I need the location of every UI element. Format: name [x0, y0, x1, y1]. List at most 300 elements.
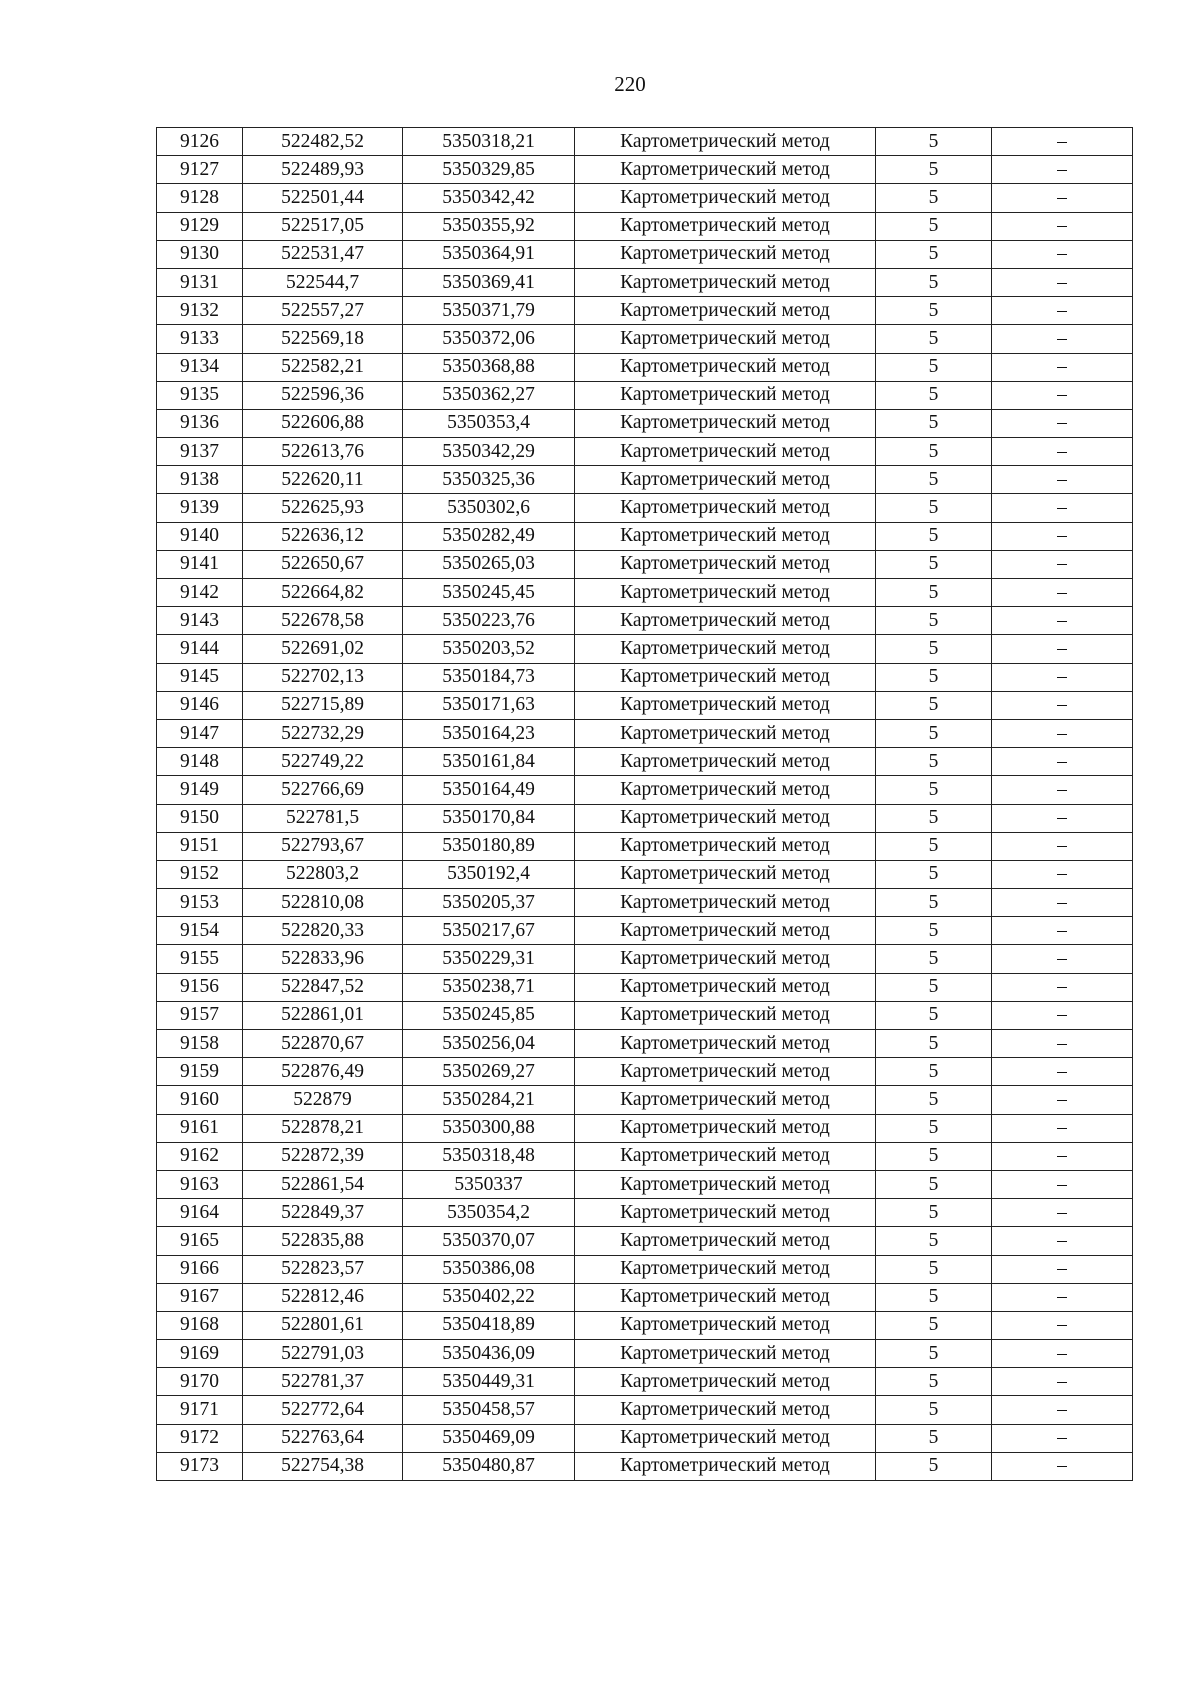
method-cell: Картометрический метод	[575, 1424, 876, 1452]
point-number-cell: 9138	[157, 466, 243, 494]
table-row	[157, 945, 1133, 973]
point-number-cell: 9151	[157, 832, 243, 860]
point-number-cell: 9172	[157, 1424, 243, 1452]
point-number-cell: 9133	[157, 325, 243, 353]
x-coordinate-cell: 522517,05	[243, 212, 403, 240]
description-cell: –	[992, 1114, 1133, 1142]
table-row	[157, 409, 1133, 437]
x-coordinate-cell: 522606,88	[243, 409, 403, 437]
accuracy-cell: 5	[876, 1170, 992, 1198]
x-coordinate-cell: 522772,64	[243, 1396, 403, 1424]
point-number-cell: 9131	[157, 268, 243, 296]
x-coordinate-cell: 522781,37	[243, 1368, 403, 1396]
y-coordinate-cell: 5350329,85	[403, 156, 575, 184]
point-number-cell: 9127	[157, 156, 243, 184]
accuracy-cell: 5	[876, 776, 992, 804]
point-number-cell: 9147	[157, 719, 243, 747]
table-row	[157, 889, 1133, 917]
description-cell: –	[992, 438, 1133, 466]
point-number-cell: 9142	[157, 579, 243, 607]
point-number-cell: 9143	[157, 607, 243, 635]
method-cell: Картометрический метод	[575, 1086, 876, 1114]
description-cell: –	[992, 776, 1133, 804]
y-coordinate-cell: 5350300,88	[403, 1114, 575, 1142]
point-number-cell: 9156	[157, 973, 243, 1001]
y-coordinate-cell: 5350353,4	[403, 409, 575, 437]
accuracy-cell: 5	[876, 550, 992, 578]
x-coordinate-cell: 522861,01	[243, 1001, 403, 1029]
x-coordinate-cell: 522636,12	[243, 522, 403, 550]
y-coordinate-cell: 5350370,07	[403, 1227, 575, 1255]
point-number-cell: 9149	[157, 776, 243, 804]
table-body	[157, 128, 1133, 1481]
point-number-cell: 9170	[157, 1368, 243, 1396]
accuracy-cell: 5	[876, 860, 992, 888]
x-coordinate-cell: 522870,67	[243, 1030, 403, 1058]
y-coordinate-cell: 5350354,2	[403, 1199, 575, 1227]
method-cell: Картометрический метод	[575, 663, 876, 691]
accuracy-cell: 5	[876, 1001, 992, 1029]
page-number: 220	[614, 72, 646, 96]
accuracy-cell: 5	[876, 1255, 992, 1283]
method-cell: Картометрический метод	[575, 1114, 876, 1142]
description-cell: –	[992, 1255, 1133, 1283]
method-cell: Картометрический метод	[575, 212, 876, 240]
table-row	[157, 156, 1133, 184]
point-number-cell: 9162	[157, 1142, 243, 1170]
point-number-cell: 9129	[157, 212, 243, 240]
table-row	[157, 128, 1133, 156]
x-coordinate-cell: 522793,67	[243, 832, 403, 860]
point-number-cell: 9158	[157, 1030, 243, 1058]
y-coordinate-cell: 5350325,36	[403, 466, 575, 494]
y-coordinate-cell: 5350368,88	[403, 353, 575, 381]
point-number-cell: 9130	[157, 240, 243, 268]
y-coordinate-cell: 5350164,23	[403, 719, 575, 747]
method-cell: Картометрический метод	[575, 945, 876, 973]
table-row	[157, 1114, 1133, 1142]
accuracy-cell: 5	[876, 1396, 992, 1424]
x-coordinate-cell: 522823,57	[243, 1255, 403, 1283]
y-coordinate-cell: 5350229,31	[403, 945, 575, 973]
accuracy-cell: 5	[876, 1311, 992, 1339]
accuracy-cell: 5	[876, 381, 992, 409]
y-coordinate-cell: 5350265,03	[403, 550, 575, 578]
y-coordinate-cell: 5350170,84	[403, 804, 575, 832]
point-number-cell: 9161	[157, 1114, 243, 1142]
x-coordinate-cell: 522582,21	[243, 353, 403, 381]
description-cell: –	[992, 409, 1133, 437]
y-coordinate-cell: 5350418,89	[403, 1311, 575, 1339]
accuracy-cell: 5	[876, 325, 992, 353]
x-coordinate-cell: 522803,2	[243, 860, 403, 888]
x-coordinate-cell: 522715,89	[243, 691, 403, 719]
method-cell: Картометрический метод	[575, 804, 876, 832]
y-coordinate-cell: 5350386,08	[403, 1255, 575, 1283]
accuracy-cell: 5	[876, 917, 992, 945]
method-cell: Картометрический метод	[575, 889, 876, 917]
x-coordinate-cell: 522596,36	[243, 381, 403, 409]
y-coordinate-cell: 5350192,4	[403, 860, 575, 888]
method-cell: Картометрический метод	[575, 184, 876, 212]
accuracy-cell: 5	[876, 748, 992, 776]
y-coordinate-cell: 5350284,21	[403, 1086, 575, 1114]
method-cell: Картометрический метод	[575, 325, 876, 353]
table-row	[157, 1086, 1133, 1114]
accuracy-cell: 5	[876, 128, 992, 156]
y-coordinate-cell: 5350282,49	[403, 522, 575, 550]
method-cell: Картометрический метод	[575, 1142, 876, 1170]
point-number-cell: 9144	[157, 635, 243, 663]
description-cell: –	[992, 1001, 1133, 1029]
table-row	[157, 1424, 1133, 1452]
x-coordinate-cell: 522833,96	[243, 945, 403, 973]
method-cell: Картометрический метод	[575, 1255, 876, 1283]
table-row	[157, 353, 1133, 381]
y-coordinate-cell: 5350369,41	[403, 268, 575, 296]
y-coordinate-cell: 5350362,27	[403, 381, 575, 409]
x-coordinate-cell: 522835,88	[243, 1227, 403, 1255]
description-cell: –	[992, 1199, 1133, 1227]
x-coordinate-cell: 522766,69	[243, 776, 403, 804]
table-row	[157, 1199, 1133, 1227]
point-number-cell: 9167	[157, 1283, 243, 1311]
description-cell: –	[992, 691, 1133, 719]
accuracy-cell: 5	[876, 1227, 992, 1255]
x-coordinate-cell: 522489,93	[243, 156, 403, 184]
point-number-cell: 9137	[157, 438, 243, 466]
table-row	[157, 860, 1133, 888]
x-coordinate-cell: 522754,38	[243, 1452, 403, 1480]
x-coordinate-cell: 522613,76	[243, 438, 403, 466]
table-row	[157, 466, 1133, 494]
y-coordinate-cell: 5350342,42	[403, 184, 575, 212]
point-number-cell: 9171	[157, 1396, 243, 1424]
description-cell: –	[992, 1086, 1133, 1114]
accuracy-cell: 5	[876, 973, 992, 1001]
x-coordinate-cell: 522749,22	[243, 748, 403, 776]
y-coordinate-cell: 5350302,6	[403, 494, 575, 522]
y-coordinate-cell: 5350184,73	[403, 663, 575, 691]
y-coordinate-cell: 5350480,87	[403, 1452, 575, 1480]
description-cell: –	[992, 268, 1133, 296]
point-number-cell: 9164	[157, 1199, 243, 1227]
table-row	[157, 381, 1133, 409]
accuracy-cell: 5	[876, 1340, 992, 1368]
description-cell: –	[992, 1396, 1133, 1424]
point-number-cell: 9155	[157, 945, 243, 973]
accuracy-cell: 5	[876, 607, 992, 635]
table-row	[157, 1058, 1133, 1086]
point-number-cell: 9145	[157, 663, 243, 691]
method-cell: Картометрический метод	[575, 1368, 876, 1396]
description-cell: –	[992, 325, 1133, 353]
y-coordinate-cell: 5350355,92	[403, 212, 575, 240]
description-cell: –	[992, 1311, 1133, 1339]
accuracy-cell: 5	[876, 522, 992, 550]
method-cell: Картометрический метод	[575, 438, 876, 466]
method-cell: Картометрический метод	[575, 1227, 876, 1255]
table-row	[157, 212, 1133, 240]
accuracy-cell: 5	[876, 268, 992, 296]
table-row	[157, 1170, 1133, 1198]
table-row	[157, 550, 1133, 578]
description-cell: –	[992, 353, 1133, 381]
description-cell: –	[992, 832, 1133, 860]
point-number-cell: 9168	[157, 1311, 243, 1339]
x-coordinate-cell: 522781,5	[243, 804, 403, 832]
method-cell: Картометрический метод	[575, 776, 876, 804]
description-cell: –	[992, 1142, 1133, 1170]
point-number-cell: 9160	[157, 1086, 243, 1114]
x-coordinate-cell: 522861,54	[243, 1170, 403, 1198]
accuracy-cell: 5	[876, 1058, 992, 1086]
x-coordinate-cell: 522650,67	[243, 550, 403, 578]
method-cell: Картометрический метод	[575, 1340, 876, 1368]
description-cell: –	[992, 1283, 1133, 1311]
accuracy-cell: 5	[876, 1142, 992, 1170]
description-cell: –	[992, 550, 1133, 578]
x-coordinate-cell: 522691,02	[243, 635, 403, 663]
method-cell: Картометрический метод	[575, 579, 876, 607]
x-coordinate-cell: 522664,82	[243, 579, 403, 607]
method-cell: Картометрический метод	[575, 917, 876, 945]
point-number-cell: 9146	[157, 691, 243, 719]
y-coordinate-cell: 5350217,67	[403, 917, 575, 945]
coordinates-table	[156, 127, 1133, 1481]
point-number-cell: 9148	[157, 748, 243, 776]
description-cell: –	[992, 128, 1133, 156]
point-number-cell: 9128	[157, 184, 243, 212]
method-cell: Картометрический метод	[575, 240, 876, 268]
point-number-cell: 9140	[157, 522, 243, 550]
x-coordinate-cell: 522810,08	[243, 889, 403, 917]
point-number-cell: 9173	[157, 1452, 243, 1480]
point-number-cell: 9154	[157, 917, 243, 945]
accuracy-cell: 5	[876, 212, 992, 240]
y-coordinate-cell: 5350161,84	[403, 748, 575, 776]
description-cell: –	[992, 297, 1133, 325]
table-row	[157, 240, 1133, 268]
description-cell: –	[992, 1368, 1133, 1396]
accuracy-cell: 5	[876, 1030, 992, 1058]
point-number-cell: 9135	[157, 381, 243, 409]
x-coordinate-cell: 522678,58	[243, 607, 403, 635]
description-cell: –	[992, 466, 1133, 494]
method-cell: Картометрический метод	[575, 381, 876, 409]
point-number-cell: 9132	[157, 297, 243, 325]
accuracy-cell: 5	[876, 353, 992, 381]
accuracy-cell: 5	[876, 889, 992, 917]
description-cell: –	[992, 889, 1133, 917]
method-cell: Картометрический метод	[575, 128, 876, 156]
x-coordinate-cell: 522763,64	[243, 1424, 403, 1452]
point-number-cell: 9126	[157, 128, 243, 156]
description-cell: –	[992, 607, 1133, 635]
description-cell: –	[992, 579, 1133, 607]
description-cell: –	[992, 381, 1133, 409]
y-coordinate-cell: 5350372,06	[403, 325, 575, 353]
accuracy-cell: 5	[876, 1086, 992, 1114]
description-cell: –	[992, 156, 1133, 184]
table-row	[157, 522, 1133, 550]
y-coordinate-cell: 5350436,09	[403, 1340, 575, 1368]
x-coordinate-cell: 522620,11	[243, 466, 403, 494]
y-coordinate-cell: 5350337	[403, 1170, 575, 1198]
table-row	[157, 268, 1133, 296]
method-cell: Картометрический метод	[575, 1058, 876, 1086]
method-cell: Картометрический метод	[575, 719, 876, 747]
x-coordinate-cell: 522569,18	[243, 325, 403, 353]
accuracy-cell: 5	[876, 1199, 992, 1227]
point-number-cell: 9166	[157, 1255, 243, 1283]
accuracy-cell: 5	[876, 1424, 992, 1452]
description-cell: –	[992, 1058, 1133, 1086]
table-row	[157, 325, 1133, 353]
table-row	[157, 719, 1133, 747]
accuracy-cell: 5	[876, 719, 992, 747]
point-number-cell: 9134	[157, 353, 243, 381]
point-number-cell: 9141	[157, 550, 243, 578]
description-cell: –	[992, 860, 1133, 888]
description-cell: –	[992, 1227, 1133, 1255]
y-coordinate-cell: 5350449,31	[403, 1368, 575, 1396]
description-cell: –	[992, 240, 1133, 268]
method-cell: Картометрический метод	[575, 1396, 876, 1424]
y-coordinate-cell: 5350371,79	[403, 297, 575, 325]
method-cell: Картометрический метод	[575, 466, 876, 494]
method-cell: Картометрический метод	[575, 1311, 876, 1339]
x-coordinate-cell: 522482,52	[243, 128, 403, 156]
table-row	[157, 1283, 1133, 1311]
description-cell: –	[992, 945, 1133, 973]
x-coordinate-cell: 522791,03	[243, 1340, 403, 1368]
accuracy-cell: 5	[876, 438, 992, 466]
description-cell: –	[992, 494, 1133, 522]
y-coordinate-cell: 5350402,22	[403, 1283, 575, 1311]
table-row	[157, 1368, 1133, 1396]
y-coordinate-cell: 5350180,89	[403, 832, 575, 860]
accuracy-cell: 5	[876, 466, 992, 494]
method-cell: Картометрический метод	[575, 353, 876, 381]
description-cell: –	[992, 663, 1133, 691]
accuracy-cell: 5	[876, 579, 992, 607]
accuracy-cell: 5	[876, 409, 992, 437]
y-coordinate-cell: 5350318,48	[403, 1142, 575, 1170]
y-coordinate-cell: 5350342,29	[403, 438, 575, 466]
table-row	[157, 607, 1133, 635]
point-number-cell: 9165	[157, 1227, 243, 1255]
description-cell: –	[992, 719, 1133, 747]
accuracy-cell: 5	[876, 691, 992, 719]
description-cell: –	[992, 184, 1133, 212]
method-cell: Картометрический метод	[575, 1452, 876, 1480]
description-cell: –	[992, 973, 1133, 1001]
x-coordinate-cell: 522876,49	[243, 1058, 403, 1086]
x-coordinate-cell: 522812,46	[243, 1283, 403, 1311]
table-row	[157, 1227, 1133, 1255]
description-cell: –	[992, 1340, 1133, 1368]
table-row	[157, 832, 1133, 860]
table-row	[157, 1001, 1133, 1029]
table-row	[157, 1030, 1133, 1058]
point-number-cell: 9169	[157, 1340, 243, 1368]
table-row	[157, 1142, 1133, 1170]
method-cell: Картометрический метод	[575, 607, 876, 635]
y-coordinate-cell: 5350223,76	[403, 607, 575, 635]
method-cell: Картометрический метод	[575, 409, 876, 437]
method-cell: Картометрический метод	[575, 297, 876, 325]
method-cell: Картометрический метод	[575, 494, 876, 522]
table-row	[157, 973, 1133, 1001]
description-cell: –	[992, 1170, 1133, 1198]
accuracy-cell: 5	[876, 297, 992, 325]
y-coordinate-cell: 5350364,91	[403, 240, 575, 268]
y-coordinate-cell: 5350171,63	[403, 691, 575, 719]
table-row	[157, 1396, 1133, 1424]
table-row	[157, 917, 1133, 945]
point-number-cell: 9139	[157, 494, 243, 522]
x-coordinate-cell: 522732,29	[243, 719, 403, 747]
y-coordinate-cell: 5350238,71	[403, 973, 575, 1001]
accuracy-cell: 5	[876, 832, 992, 860]
point-number-cell: 9136	[157, 409, 243, 437]
point-number-cell: 9150	[157, 804, 243, 832]
table-row	[157, 776, 1133, 804]
description-cell: –	[992, 917, 1133, 945]
table-row	[157, 691, 1133, 719]
description-cell: –	[992, 212, 1133, 240]
point-number-cell: 9153	[157, 889, 243, 917]
method-cell: Картометрический метод	[575, 268, 876, 296]
x-coordinate-cell: 522849,37	[243, 1199, 403, 1227]
table-row	[157, 297, 1133, 325]
method-cell: Картометрический метод	[575, 156, 876, 184]
y-coordinate-cell: 5350203,52	[403, 635, 575, 663]
x-coordinate-cell: 522820,33	[243, 917, 403, 945]
y-coordinate-cell: 5350256,04	[403, 1030, 575, 1058]
table-row	[157, 579, 1133, 607]
accuracy-cell: 5	[876, 156, 992, 184]
table-row	[157, 184, 1133, 212]
accuracy-cell: 5	[876, 945, 992, 973]
y-coordinate-cell: 5350469,09	[403, 1424, 575, 1452]
x-coordinate-cell: 522625,93	[243, 494, 403, 522]
point-number-cell: 9157	[157, 1001, 243, 1029]
table-row	[157, 804, 1133, 832]
y-coordinate-cell: 5350318,21	[403, 128, 575, 156]
accuracy-cell: 5	[876, 494, 992, 522]
accuracy-cell: 5	[876, 1114, 992, 1142]
y-coordinate-cell: 5350245,85	[403, 1001, 575, 1029]
x-coordinate-cell: 522702,13	[243, 663, 403, 691]
method-cell: Картометрический метод	[575, 1199, 876, 1227]
y-coordinate-cell: 5350205,37	[403, 889, 575, 917]
x-coordinate-cell: 522544,7	[243, 268, 403, 296]
accuracy-cell: 5	[876, 1283, 992, 1311]
table-row	[157, 748, 1133, 776]
y-coordinate-cell: 5350245,45	[403, 579, 575, 607]
table-row	[157, 635, 1133, 663]
description-cell: –	[992, 1452, 1133, 1480]
accuracy-cell: 5	[876, 635, 992, 663]
method-cell: Картометрический метод	[575, 522, 876, 550]
description-cell: –	[992, 635, 1133, 663]
method-cell: Картометрический метод	[575, 748, 876, 776]
x-coordinate-cell: 522531,47	[243, 240, 403, 268]
method-cell: Картометрический метод	[575, 973, 876, 1001]
method-cell: Картометрический метод	[575, 860, 876, 888]
